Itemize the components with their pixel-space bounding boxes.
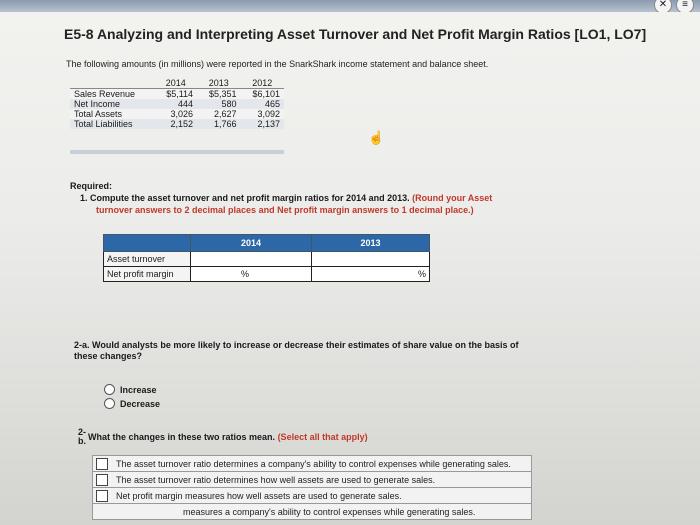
menu-icon[interactable]: ≡: [676, 0, 694, 14]
asset-turnover-2014-input[interactable]: [191, 252, 312, 267]
checkbox-option[interactable]: measures a company's ability to control expenses while generating sales.: [92, 503, 532, 520]
browser-top-strip: [0, 0, 700, 12]
checkbox-icon[interactable]: [96, 474, 108, 486]
answer-row-asset-turnover: Asset turnover: [104, 252, 430, 267]
question-2a: 2-a. Would analysts be more likely to increase or decrease their estimates of share value on the basis of these changes?: [74, 340, 519, 361]
checkbox-option[interactable]: Net profit margin measures how well assets are used to generate sales.: [92, 487, 532, 503]
radio-decrease[interactable]: Decrease: [104, 398, 160, 409]
hand-pointer-cursor-icon: ☝: [368, 130, 385, 145]
question-1: 1. Compute the asset turnover and net profit margin ratios for 2014 and 2013. (Round your Asset: [80, 193, 493, 203]
page-title: E5-8 Analyzing and Interpreting Asset Turnover and Net Profit Margin Ratios [LO1, LO7]: [64, 26, 647, 42]
checkbox-option[interactable]: The asset turnover ratio determines a company's ability to control expenses while generating sales.: [92, 455, 532, 471]
radio-circle-icon[interactable]: [104, 384, 115, 395]
checkbox-icon[interactable]: [96, 458, 108, 470]
answer-header-blank: [104, 235, 191, 252]
question-2b-options: [92, 455, 532, 520]
required-heading: Required:: [70, 181, 113, 191]
table-row: Total Assets 3,026 2,627 3,092: [70, 109, 284, 119]
header-blank: [70, 78, 154, 89]
table-row: Total Liabilities 2,152 1,766 2,137: [70, 119, 284, 129]
percent-sign: %: [417, 269, 426, 279]
asset-turnover-2013-input[interactable]: [312, 252, 430, 267]
financial-data-table: [70, 78, 284, 129]
close-icon[interactable]: ✕: [654, 0, 672, 14]
table-row: Net Income 444 580 465: [70, 99, 284, 109]
radio-increase[interactable]: Increase: [104, 384, 157, 395]
answer-table: [103, 234, 430, 282]
header-2014: 2014: [154, 78, 197, 89]
answer-header-2014: 2014: [191, 235, 312, 252]
intro-text: The following amounts (in millions) were reported in the SnarkShark income statement and balance sheet.: [66, 59, 489, 69]
checkbox-option[interactable]: The asset turnover ratio determines how well assets are used to generate sales.: [92, 471, 532, 487]
header-2013: 2013: [197, 78, 240, 89]
answer-row-net-profit-margin: Net profit margin % %: [104, 267, 430, 282]
radio-circle-icon[interactable]: [104, 398, 115, 409]
table-row: Sales Revenue $5,114 $5,351 $6,101: [70, 89, 284, 100]
question-1-instruction: turnover answers to 2 decimal places and Net profit margin answers to 1 decimal place.): [96, 205, 474, 215]
header-2012: 2012: [241, 78, 284, 89]
percent-sign: %: [241, 269, 250, 279]
answer-header-2013: 2013: [312, 235, 430, 252]
question-2b-number: 2- b.: [78, 427, 87, 446]
checkbox-icon[interactable]: [96, 490, 108, 502]
net-profit-margin-2014-input[interactable]: [191, 267, 312, 282]
table-footer-stripe: [70, 150, 284, 154]
question-2b: What the changes in these two ratios mean. (Select all that apply): [88, 432, 368, 442]
net-profit-margin-2013-input[interactable]: [312, 267, 430, 282]
